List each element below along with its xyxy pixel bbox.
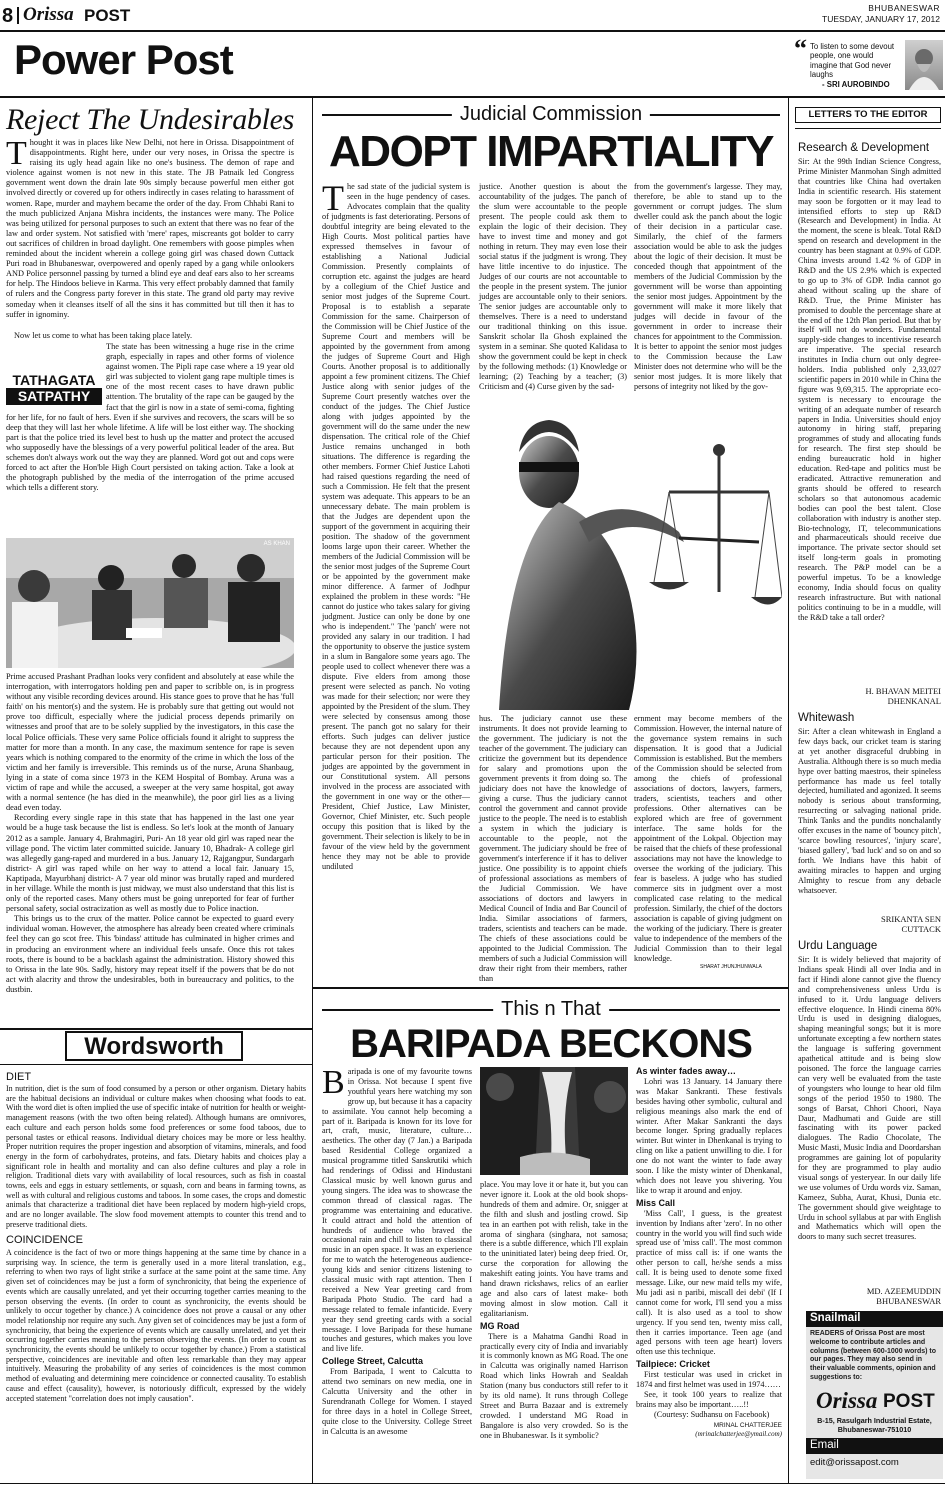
- photo-credit-2: SHARAT JHUNJHUNWALA: [700, 964, 762, 970]
- baripada-col1: [322, 1064, 472, 1437]
- letter1-name: H. BHAVAN MEITEI: [865, 686, 941, 696]
- reject-p3: [6, 342, 294, 493]
- wordsworth-title-box: [65, 1031, 243, 1061]
- judicial-col3a: from the government's largesse. They may, therefore, be able to stand up to the government or corrupt judges. The slum dweller could ask the panch about the logic of their decision in a particular case. Similarly, the chief of the farmers association would be able to ask the judges about the logic of their decision. It must be conceded though that appointment of the members of the Judicial Commission by the government will be worse than appointing the senior most judges. Appointment by the government will make it more likely that judges will decide in favour of the government in order to increase their chances for appointment to the Commission. It is better to appoint the senior most judges to the Commission because the Law Minister does not determine who will be the senior most judges. It is more likely that persons of integrity not liked by the gov-: [634, 182, 782, 391]
- letter2-body: Sir: After a clean whitewash in England a few days back, our cricket team is staring at yet another disgraceful drubbing in Australia. Although there is so much media hype over batting maestros, their spineless performance has made us feel totally dejected, humiliated and agonized. It seems nobody is serious about transforming, resurrecting or salvaging national pride. Think Tanks and the pundits nonchalantly offer excuses in the name of 'bouncy pitch', 'scarce bowling resources', 'injury scare', 'biased gallery', 'bad luck' and so on and so forth. We Indians have this habit of awaiting miracles to happen and urging Almighty to rescue from any debacle whatsoever.: [798, 727, 942, 895]
- waterfall-photo: [480, 1067, 628, 1175]
- subhead-miss: Miss Call: [636, 1197, 676, 1208]
- snailmail-title: Snailmail: [806, 1311, 943, 1327]
- judicial-kicker: Judicial Commission: [452, 103, 650, 126]
- baripada-column-3b: 'Miss Call', I guess, is the greatest invention by Indians after 'zero'. In no other country in the world you will find such wide spread use of 'miss call'. The most common practice of miss call is: if one wants the other person to call, he/she sends a miss call. It is being used to denote some fixed message. Like, our new maid tells my wife, Mu jadi asi n paribi, miscall dei debi' (If I cannot come for work, I'll send you a miss call). It is also used as a tool to show urgency. If you send ten, twenty miss call, then it carries importance. Teen age (and aged persons with teen age heart) lovers often use this technique.: [636, 1208, 782, 1357]
- page-number: 8: [2, 5, 14, 27]
- subhead-college: College Street, Calcutta: [322, 1356, 424, 1367]
- letter1-place: DHENKANAL: [887, 696, 941, 706]
- dropcap-b: B: [322, 1064, 345, 1101]
- byline-first: TATHAGATA: [12, 372, 96, 388]
- baripada-headline: BARIPADA BECKONS: [350, 1022, 752, 1066]
- quote-mark-icon: “: [794, 34, 807, 63]
- letter3-heading: Urdu Language: [798, 940, 878, 952]
- reject-paragraph-5: Recording every single rape in this state that has happened in the last one year would be a huge task because the list is endless. So let's look at the month of January 2012 as a sample. January 4, Brahmagiri, Puri- An 18 year old girl was raped near the village pond. The victim later committed suicide. January 10, Bhadrak- A college girl was allegedly gang-raped and murdered in a bus. January 12, Rajgangpur, Sundargarh district- A girl was raped while on her way to attend a local fair. January 15, Kaptipada, Mayurbhanj district- A 7 year old minor was brutally raped and murdered in her village. While the month is just midway, we must also understand that this list is only of the reported cases. Many others must be going unreported for fear of further personal safety, social ostracization as well as mostly due to Police inaction.: [6, 813, 294, 914]
- def-diet: In nutrition, diet is the sum of food consumed by a person or other organism. Dietary habits are the habitual decisions an individual or culture makes when choosing what foods to eat. With the word diet is often implied the use of specific intake of nutrition for health or weight-management reasons (with the two often being related). Although humans are omnivores, each culture and each person holds some food preferences or some food taboos, due to personal tastes or ethical reasons. Individual dietary choices may be more or less healthy. Proper nutrition requires the proper ingestion and absorption of vitamins, minerals, and food energy in the form of carbohydrates, proteins, and fats. Dietary habits and choices play a significant role in health and mortality and can also define cultures and play a role in religion. Traditional diets vary with availability of local resources, such as fish in coastal towns, eels and eggs in estuary settlements, or squash, corn and beans in farming towns, as well as with cultural and religious customs and taboos. In some cases, the crops and domestic animals that characterize a traditional diet have been replaced by modern high-yield crops, and are no longer available. The slow food movement attempts to counter this trend and to preserve traditional diets.: [6, 1084, 306, 1229]
- waterfall-scene-icon: [480, 1067, 628, 1175]
- quote-text: To listen to some devout people, one would imagine that God never laughs: [810, 42, 895, 80]
- portrait-figure-icon: [905, 40, 943, 90]
- baripada-column-1b: From Baripada, I went to Calcutta to attend two seminars on new media, one in Calcutta University and the other in Surendranath College for Women. I stayed for three days in a hotel in College Street, quite close to the University. College Street in Calcutta is an awesome: [322, 1367, 472, 1436]
- wordsworth-title: Wordsworth: [84, 1033, 224, 1060]
- letter3-body: Sir: It is widely believed that majority of Indians speak Hindi all over India and in fact if Hindi alone cannot give the fluency and comprehensiveness unless Urdu is infused to it. Urdu language delivers effective eloquence. In Hindi cinema 80% Urdu is used in designing dialogues, shaping meaningful songs; but it is more unfortunate excepting a few northern states the language is suffering government apathetical attitude and is being slow poisoned. The force the language carries can very well be evaluated from the taste of youngsters who lounge to hear old film songs of the period 1950 to 1980. The songs of Barsat, Chhori Choori, Naya Daur, Madhumati and Guide are still fascinating with its power packed dialogues. The Radio Chocolate, The Music Masti, Music India and Doordarshan programmes are gaining lot of popularity for they are programmed to play audio visual songs of yesteryear. In our daily life we use volumes of Urdu words viz. Saman, Kameez, Subha, Aurat, Khusi, Dunia etc. The government should give weightage to Urdu in school syllabus at par with English and Mathematics which will open the doors to many such secret treasures.: [798, 955, 941, 1242]
- quote-author: - SRI AUROBINDO: [822, 80, 890, 89]
- snailmail-box: [806, 1311, 943, 1479]
- scales-of-justice-icon: [479, 392, 782, 710]
- photo-credit-1: AS KHAN: [263, 541, 290, 547]
- header-date: TUESDAY, JANUARY 17, 2012: [822, 14, 940, 24]
- baripada-kicker: This n That: [493, 998, 609, 1021]
- snailmail-paper-suffix: POST: [883, 1390, 935, 1412]
- header-paper-name: Orissa: [23, 4, 74, 25]
- col-rule-right: [788, 98, 789, 1484]
- wordsworth-rule-bottom: [0, 1064, 312, 1065]
- letter2-place: CUTTACK: [901, 924, 941, 934]
- baripada-col3: [636, 1067, 782, 1438]
- author-portrait: [905, 40, 943, 90]
- baripada-author: MRINAL CHATTERJEE: [713, 1421, 782, 1429]
- baripada-top-rule: [312, 987, 788, 989]
- section-title: Power Post: [14, 36, 233, 83]
- letters-title: LETTERS TO THE EDITOR: [808, 109, 928, 120]
- reject-p1: [6, 135, 294, 320]
- judicial-headline: ADOPT IMPARTIALITY: [329, 127, 773, 176]
- reject-paragraph-3: The state has been witnessing a huge rise in the crime graph, especially in rapes and other forms of violence against women. The Pipli rape case where a 19 year old girl was subjected to violent gang rape multiple times is one of the most recent cases to have drawn public attention. The brutality of the rape can be gauged by the fact that the girl is now in a state of semi-coma, fighting for her life, for no fault of hers. Even if she survives and recovers, the scars will be so deep that they will last her whole lifetime. A life will be lost either way. The shocking part is that the police tried its level best to hush up the matter and protect the accused who supposedly have the blessings of a very powerful political leader of the area. But schemes don't always work out the way they are planned. Word got out and cops were forced to act after the Hon'ble High Court persisted on taking action. Take a look at the photograph published by the media of the interrogation of the prime accused which tells a different story.: [6, 342, 294, 493]
- def-coincidence: A coincidence is the fact of two or more things happening at the same time by chance in a surprising way. In science, the term is generally used in a more literal translation, e.g., referring to when two rays of light strike a surface at the same point at the same time. Any given set of coincidences may be just a form of synchronicity, that being the experience of events which are causally unrelated, and yet their occurring together carries meaning to the person observing the events. (In order to count as synchronicity, the events should be unlikely to occur together by chance.) A coincidence does not prove a causal or any other model relationship nor require any such. Any given set of coincidences may be just a form of synchronicity, that being the experience of events which are causally unrelated, and yet their occurring together carries meaning to the person observing the events. (In order to count as synchronicity, the events should be unlikely to occur together by chance.) From a statistical perspective, coincidences are inevitable and often less remarkable than they may appear intuitively. Measuring the probability of any series of coincidences is the most common method of evaluating and determining mere coincidence or connected causality. To establish cause and effect (causality), however, is notoriously difficult, expressed by the widely accepted statement "correlation does not imply causation".: [6, 1248, 306, 1403]
- reject-headline: Reject The Undesirables: [6, 103, 295, 136]
- reject-paragraph-1: hought it was in places like New Delhi, not here in Orissa. Disappointment of disappointments. Right here, under our very noses, in Orissa the spectre is raising its ugly head again like no one's business. The demon of rape and violence against women is not new in this state. The JB Patnaik led Congress government went down the drain late 90s simply because powerful men either got involved directly or covered up for others indirectly in cases relating to harassment of women. Rape, murder and mayhem became the order of the day. From Chhabi Rani to the much publicized Anjana Mishra incidents, the instances were many. The Police was being utilized for personal purposes to such an extent that there was no fear of the law and order system. Not satisfied with 'mere' rapes, miscreants got bolder to carry out sacrifices of children in broad daylight. One remembers with goose pimples when reminded about the incident wherein a college going girl was chased down Cuttack Puri road in Bhubaneswar, overpowered and openly raped by a gang while onlookers AND Police personnel passing by turned a blind eye and deaf ears also to her screams for help. The Hindoos believe in Karma. This very effect probably damned that family of rulers and the Congress party forever in this state. The grand old party may revive someday when it cleanses itself of all the sins it has committed but till then it has to suffer in ignominy.: [6, 138, 294, 319]
- term-coincidence: COINCIDENCE: [6, 1234, 84, 1246]
- letter1-sign: [798, 686, 941, 706]
- baripada-column-3d: See, it took 100 years to realize that brains may also be important…..!!: [636, 1390, 782, 1409]
- baripada-column-2b: There is a Mahatma Gandhi Road in practically every city of India and invariably it is commonly known as MG Road. The one in Calcutta was originally named Harrison Road which links Howrah and Sealdah Station (many bus conductors still refer to it by its old name). It runs through College Street and Burra Bazaar and is extremely crowded. I understand MG Road in Bangalore is also very crowded. So is the one in Bhubaneswar. Is it symbolic?: [480, 1331, 628, 1440]
- letter1-heading: Research & Development: [798, 142, 930, 154]
- reject-p2: [6, 331, 294, 341]
- baripada-column-3c: First testicular was used in cricket in 1874 and first helmet was used in 1974……: [636, 1370, 782, 1390]
- byline-spacer: [6, 342, 106, 410]
- page-bottom-rule: [0, 1483, 945, 1484]
- letter1-body: Sir: At the 99th Indian Science Congress, Prime Minister Manmohan Singh admitted that countries like China had overtaken India in scientific research. His statement may soon be forgotten or it may lead to intensified efforts to step up R&D (Research and Development) in India. At the moment, the scene is bleak. Total R&D spend on research and development in the country has been stagnant at 0.9% of GDP. China invests around 1.42 % of GDP in R&D and the US 2.9% which is expected to go up to 3% of GDP. India cannot go ahead without scaling up the share of R&D. True, the Prime Minister has promised to double the percentage share at the end of the 12th Plan period. But that by itself will not do wonders. Fundamental supply-side changes to incentivise research are imperative. The special research institutes in India churn out only degree-holders. India published only 2,33,027 scientific papers in 2010 while in China the figure was 9,69,315. The appropriate eco-system is necessary to encourage the writing of an adequate number of research papers in India. Universities should enjoy autonomy in hiring staff, preparing programmes of study and allocating funds for research. The first step should be ending bureaucratic hold in higher education. Red-tape and politics must be eradicated. Attractive remuneration and grants should be offered to research scholars so that autonomous academic bodies can pool the best talent. Close collaboration with industry is another step. Bio-technology, IT, telecommunications and pharmaceuticals should receive due importance. The private sector should set itself long-term goals in promoting research. The P&P model can be a powerful impetus. To be a knowledge economy, India should focus on quality research infrastructure. But with national politics continuing to be in a muddle, will the R&D take a tall order?: [798, 157, 941, 622]
- reject-paragraph-6: This brings us to the crux of the matter. Police cannot be expected to guard every individual woman. However, the atmosphere has already been created where criminals feel they can go scot free. This 'bindass' attitude has culminated in higher crimes and in producing an environment where an individual feels unsafe. Once this rot takes roots, there is bound to be a backlash against the administration. History showed this to Orissa in the late 90s. Sadly, history may repeat itself if the powers that be do not act with alacrity and throw the undesirables, both in bureaucracy and politics, to the dustbin.: [6, 914, 294, 994]
- letter2-name: SRIKANTA SEN: [880, 914, 941, 924]
- letter2-heading: Whitewash: [798, 712, 855, 724]
- letter3-name: MD. AZEEMUDDIN: [866, 1286, 941, 1296]
- letter2-sign: [798, 914, 941, 934]
- baripada-column-3a: Lohri was 13 January. 14 January there was Makar Sankranti. These festivals besides having other symbolic, cultural and religious meanings also mark the end of winter. After Makar Sankranti the days become longer. Spring gradually replaces winter. But winter in Dhenkanal is trying to cling on like a patient unwilling to die. I for one do not want the winter to fade away soon. I like the misty winter of Dhenkanal, which does not leave you shivering. You like to wrap it around and enjoy.: [636, 1076, 782, 1195]
- snailmail-logo: [806, 1388, 943, 1416]
- snailmail-email[interactable]: edit@orissapost.com: [810, 1456, 899, 1468]
- wordsworth-rule: [0, 1028, 312, 1030]
- subhead-winter: As winter fades away…: [636, 1066, 737, 1076]
- letter3-sign: [798, 1286, 941, 1306]
- letters-title-box: [795, 107, 941, 123]
- subhead-tail: Tailpiece: Cricket: [636, 1359, 710, 1370]
- judicial-column-1: he sad state of the judicial system is seen in the huge pendency of cases. Advocates complain that the quality of judgments is fast deteriorating. Persons of doubtful integrity are being elevated to the High Courts. Most political parties have expressed themselves in favour of establishing a National Judicial Commission. Presently complaints of corruption etc. against the judges are heard by a collegium of the Chief Justice and senior most judges of the Supreme Court. Proposal is to establish a separate Commission for the same. Chairperson of the Commission will be Chief Justice of the Supreme Court and members will be appointed by the government from among the judges of Supreme Court and High Courts. Another proposal is to additionally appoint a few prominent citizens. The Chief Justice along with senior judges of the Supreme Court presently watches over the conduct of the judges. The Chief Justice along with judges appointed by the government will do the same under the new dispensation. The critical role of the Chief Justice remains unchanged in both situations. The difference is regarding the other members. Former Chief Justice Lahoti had raised questions regarding the need of such a Commission. He felt that the present system was adequate. This appears to be an unnecessary debate. The main problem is that the Judges are dependent upon the support of the government in acquiring their position. The shadow of the government looms large upon their career. Whether the members of the Judicial Commission will be the senior most judges of the Supreme Court or be appointed by the government make minor difference. A farmer of Jodhpur explained the problem in these words: "He cannot do justice who takes salary for giving judgment. Justice can only be done by one who is independent." The 'panch' were not provided any salary in our tradition. I had the opportunity to observe the justice system in a slum in Bangalore some years ago. The people used to collect whenever there was a dispute. Five elders from among those present were selected as panch. No voting was made for their selection; nor were they appointed by the President of the slum. They were selected by consensus among those present. The panch got no salary for their efforts. Such judges can deliver justice because they are not dependent upon any particular person for their position. The judges are appointed by the government in our Constitutional system. All persons involved in the process are associated with the government in one way or the other—President, Chief Justice, Law Minister, Governor, Chief Minister, etc. Such people occupy this position that is liked by the government. Their selection is likely to be in favour of the view held by the government hence they may not be able to provide undiluted: [322, 182, 470, 871]
- letters-title-rule: [795, 128, 941, 129]
- letter3-place: BHUBANESWAR: [876, 1296, 941, 1306]
- dropcap-t: T: [6, 135, 27, 172]
- baripada-col2: [480, 1180, 628, 1441]
- baripada-kicker-box: [322, 998, 780, 1020]
- baripada-column-2: place. You may love it or hate it, but you can never ignore it. Look at the old book shops- hundreds of them and admire. Or, snigger at the filth and slush and jostling crowd. Sip tea in an earthen pot with relish, take in the aroma of singhara (singhara, not samosa; there is a subtle difference, which I'll explain to the uninitiated later) being deep fried. Or, curse the corporation for allowing the makeshift eating joints. You have trams and hand drawn rickshaws, relics of an earlier age and also cars of latest make- both moving almost in slow motion. Call it egalitarianism.: [480, 1180, 628, 1318]
- subhead-mg: MG Road: [480, 1320, 520, 1331]
- page-header: [2, 3, 942, 31]
- term-diet: DIET: [6, 1071, 32, 1083]
- header-rule: [0, 30, 945, 32]
- top-section-rule: [0, 96, 945, 98]
- snailmail-email-label: Email: [806, 1438, 943, 1454]
- interrogation-photo: [6, 538, 294, 668]
- interrogation-scene-icon: [6, 538, 294, 668]
- snailmail-address: B-15, Rasulgarh Industrial Estate, Bhubaneswar-751010: [817, 1415, 932, 1434]
- judicial-kicker-box: [322, 103, 780, 125]
- header-paper-suffix: POST: [84, 6, 131, 25]
- baripada-email: (mrinalchatterjee@ymail.com): [695, 1429, 782, 1438]
- baripada-column-1: aripada is one of my favourite towns in Orissa. Not because I spent five youthful years here watching my son grow up, but because it has a capacity to assimilate. You cannot help becoming a part of it. Baripada is known for its love for art, craft, music, literature, culture…aesthetics. The other day (7 Jan.) a Baripada based Residential College organized a musical programme titled Sanskrutiki which had renderings of Odissi and Hindustani Classical music by well known gurus and young singers. The idea was to showcase the common thread of classical ragas. The programme was entertaining and educative. It could attract and hold the attention of hundreds of audience who braved the occasional rain and chill to listen to classical music in an open space. It was an experience for me to watch the heterogeneous audience- young kids and senior citizens listening to classical music with rapt attention. Then I received a New Year greeting card from Baripada Photo Studio. The card had a message related to female infanticide. Every year they send greeting cards with a social message. I love Baripada for these humane touches and gestures, which makes you love and live life.: [322, 1067, 472, 1354]
- lady-justice-image: [479, 392, 782, 710]
- reject-paragraph-2: Now let us come to what has been taking place lately.: [14, 331, 193, 340]
- byline-last: SATPATHY: [6, 388, 102, 405]
- judicial-col2a: justice. Another question is about the accountability of the judges. The panch of the slum were accountable to the people present. The people could ask them to explain the logic of their decision. They have to invest time and money and got nothing in return. They may even lose their social status if the judgment is wrong. They have little incentive to do injustice. The Judges of our courts are not accountable to the people in the present system. The junior judges are accountable only to their seniors. The senior judges are accountable only to themselves. There is a need to understand our traditional thinking on this issue. Sanskrit scholar Ila Ghosh explained the system in a seminar. She quoted Kalidasa to show the government could be kept in check by the following methods: (1) Knowledge or learning; (2) Teaching by a teacher; (3) Criticism and (4) Curse given by the sad-: [479, 182, 627, 391]
- dropcap-t2: T: [322, 178, 344, 218]
- judicial-col2b: hus. The judiciary cannot use these instruments. It does not provide learning to the government. The judiciary is not the teacher of the government. The judiciary can criticize the government but its dependence for salary and promotions upon the government prevents it from doing so. The judiciary does not have the knowledge of giving a curse. Thus the judiciary cannot control the government and cannot provide justice to the people. The need is to establish a system in which the judiciary is accountable to the people, not the government. The judiciary should be free of government's interference if it has to deliver justice. One possibility is to appoint chiefs of professional associations as members of the Judicial Commission. We have associations of doctors and lawyers in Medical Council of India and Bar Council of India. Similar associations of farmers, traders, scientists and teachers can be made. The chiefs of these associations could be appointed to the Judicial Commission. The members of such a Judicial Commission will draw their right from their members, rather than: [479, 714, 627, 983]
- snailmail-paper-name: Orissa: [816, 1387, 878, 1413]
- reject-paragraph-4: Prime accused Prashant Pradhan looks very confident and absolutely at ease while the interrogation, with interrogators holding pen and paper to scribble on, is in progress without any visible recording devices around. His stance goes to prove that he has 'full faith' on his mentor(s) and the system. He is probably sure that getting out would not prove too difficult, especially where the judicial process depends primarily on witnesses and proof that are to be solely supplied by the investigators, in this case the local Police officials. These very same Police officials found it alright to suppress the matter for more than a month. In any case, the maximum sentence for rape is seven years which is nothing compared to the enormity of the crime in which the loss of the victim and her family is irreversible. This reminds us of the nurse, Aruna Shanbaug, lying in a state of coma since 1973 in the KEM Hospital of Bombay. Aruna was a victim of rape and while the accused, a sweeper at the very same hospital, got away with a normal sentence (he has died in the meanwhile), the poor girl lies as a living dead even today.: [6, 672, 294, 813]
- reject-p4: [6, 672, 294, 995]
- snailmail-body: READERS of Orissa Post are most welcome to contribute articles and columns (between 600-1000 words) to our pages. They may also send in their valuable comments, opinion and suggestions to:: [810, 1330, 937, 1381]
- header-divider: [17, 7, 19, 24]
- judicial-col3b: ernment may become members of the Commission. However, the internal nature of the governance system remains in such dispensation. It is good that a Judicial Commission is established. But the members of the Commission should be selected from among the chiefs of professional associations of doctors, lawyers, farmers, traders, scientists, teachers and other professions. Other alternatives can be explored which are free of government interface. The same holds for the appointment of the Lokpal. Objection may be raised that the chiefs of these professional associations may not have the knowledge to oversee the working of the judiciary. This fear is baseless. A judge who has studied commerce sits in judgment over a most complicated case relating to the medical profession. Similarly, the chief of the doctors association is capable of giving judgment on the working of the judiciary. There is greater value to independence of the members of the Judicial Commission than to their legal knowledge.: [634, 714, 782, 963]
- header-city: BHUBANESWAR: [868, 3, 940, 13]
- col-rule-left: [312, 98, 313, 1484]
- quote-box: [794, 34, 904, 96]
- baripada-courtesy: (Courtesy: Sudhansu on Facebook): [654, 1409, 770, 1419]
- judicial-col1: [322, 178, 470, 872]
